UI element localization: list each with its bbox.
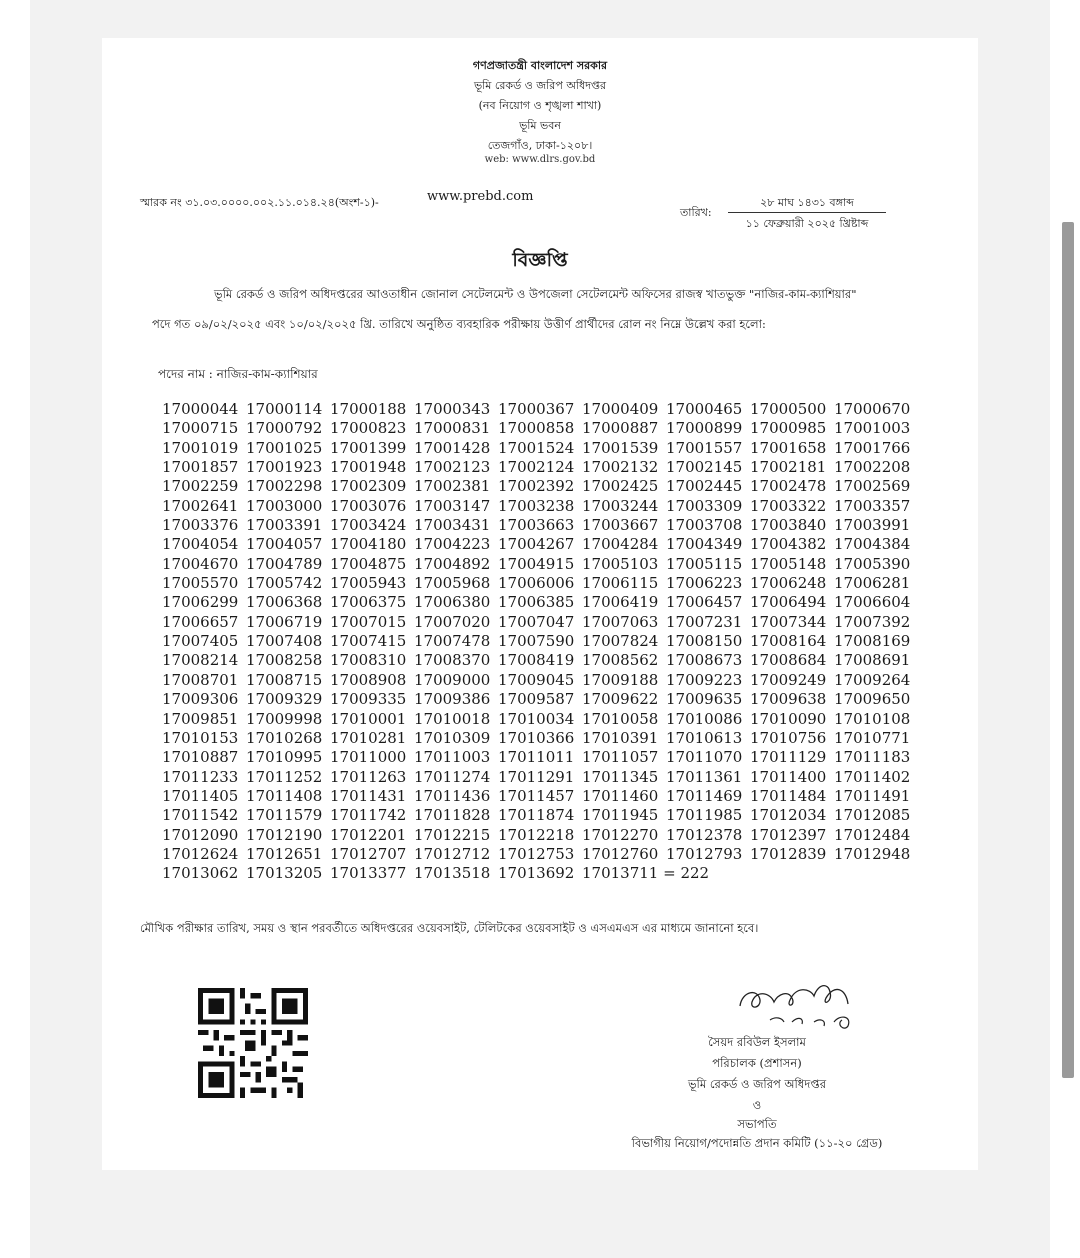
roll-number: 17011361 (666, 767, 743, 786)
roll-number: 17012793 (666, 844, 743, 863)
roll-number: 17010366 (498, 728, 575, 747)
roll-number: 17004054 (162, 535, 239, 554)
roll-number: 17011252 (246, 767, 323, 786)
roll-number: 17008715 (246, 670, 323, 689)
roll-number: 17000343 (414, 400, 491, 418)
roll-number: 17006457 (666, 593, 743, 612)
roll-number: 17008701 (162, 670, 239, 689)
roll-number: 17002132 (582, 458, 659, 477)
roll-number: 17005390 (834, 554, 911, 573)
roll-number: 17004915 (498, 554, 575, 573)
roll-number: 17004349 (666, 535, 743, 554)
roll-number: 17006006 (498, 574, 575, 593)
roll-number: 17006375 (330, 593, 407, 612)
roll-number: 17002392 (498, 477, 575, 496)
roll-number: 17006657 (162, 612, 239, 631)
roll-number: 17005148 (750, 554, 827, 573)
roll-number: 17000858 (498, 419, 575, 438)
roll-number: 17002425 (582, 477, 659, 496)
roll-number: 17011431 (330, 786, 407, 805)
roll-number: 17001923 (246, 458, 323, 477)
date-bangla: ২৮ মাঘ ১৪৩১ বঙ্গাব্দ (760, 196, 854, 209)
roll-number: 17009329 (246, 690, 323, 709)
roll-number: 17010613 (666, 728, 743, 747)
roll-number: 17008370 (414, 651, 491, 670)
roll-number: 17011828 (414, 806, 491, 825)
roll-number: 17010391 (582, 728, 659, 747)
roll-number: 17008419 (498, 651, 575, 670)
roll-number: 17004875 (330, 554, 407, 573)
roll-number: 17010001 (330, 709, 407, 728)
roll-number: 17010108 (834, 709, 911, 728)
header-website: web: www.dlrs.gov.bd (484, 154, 596, 165)
roll-number: 17011484 (750, 786, 827, 805)
roll-number: 17001766 (834, 438, 911, 457)
roll-number: 17006248 (750, 574, 827, 593)
roll-number: 17012948 (834, 844, 911, 863)
roll-number: 17000044 (162, 400, 239, 418)
roll-number: 17012215 (414, 825, 491, 844)
roll-number: 17008908 (330, 670, 407, 689)
roll-number: 17012839 (750, 844, 827, 863)
roll-number: 17007063 (582, 612, 659, 631)
roll-number: 17005943 (330, 574, 407, 593)
post-name: পদের নাম : নাজির-কাম-ক্যাশিয়ার (158, 367, 318, 381)
roll-number: 17009223 (666, 670, 743, 689)
roll-number: 17007020 (414, 612, 491, 631)
roll-number: 17010034 (498, 709, 575, 728)
roll-number: 17009335 (330, 690, 407, 709)
notice-paragraph-line1: ভূমি রেকর্ড ও জরিপ অধিদপ্তরের আওতাধীন জোনাল সেটেলমেন্ট ও উপজেলা সেটেলমেন্ট অফিসের রাজস্ব খাতভুক্ত "নাজির-কাম-ক্যাশিয়ার" (214, 287, 857, 301)
roll-number: 17009188 (582, 670, 659, 689)
roll-number: 17013518 (414, 864, 491, 883)
roll-number: 17004670 (162, 554, 239, 573)
roll-number: 17013711 = 222 (582, 864, 710, 883)
roll-number: 17000715 (162, 419, 239, 438)
roll-number: 17000465 (666, 400, 743, 418)
roll-number: 17008310 (330, 651, 407, 670)
viva-notice-footnote: মৌখিক পরীক্ষার তারিখ, সময় ও স্থান পরবর্তীতে অধিদপ্তরের ওয়েবসাইট, টেলিটকের ওয়েবসাইট ও এসএমএস এর মাধ্যমে জানানো হবে। (140, 921, 759, 935)
roll-number: 17011460 (582, 786, 659, 805)
date-divider (728, 212, 886, 213)
roll-number: 17004223 (414, 535, 491, 554)
roll-number: 17005570 (162, 574, 239, 593)
roll-number: 17012484 (834, 825, 911, 844)
roll-number: 17011408 (246, 786, 323, 805)
roll-number: 17001857 (162, 458, 239, 477)
roll-number: 17000670 (834, 400, 911, 418)
roll-number: 17006115 (582, 574, 659, 593)
roll-number: 17001399 (330, 438, 407, 457)
roll-number: 17009386 (414, 690, 491, 709)
roll-number: 17003309 (666, 496, 743, 515)
roll-number: 17010887 (162, 748, 239, 767)
roll-number: 17011469 (666, 786, 743, 805)
roll-number: 17010086 (666, 709, 743, 728)
roll-number: 17006223 (666, 574, 743, 593)
roll-number: 17006368 (246, 593, 323, 612)
roll-number: 17007392 (834, 612, 911, 631)
roll-number: 17009638 (750, 690, 827, 709)
roll-number: 17008164 (750, 632, 827, 651)
roll-number: 17001003 (834, 419, 911, 438)
roll-number: 17013692 (498, 864, 575, 883)
roll-number: 17003376 (162, 516, 239, 535)
roll-number: 17013377 (330, 864, 407, 883)
roll-number: 17000823 (330, 419, 407, 438)
roll-number: 17002124 (498, 458, 575, 477)
roll-number: 17008150 (666, 632, 743, 651)
roll-number: 17007405 (162, 632, 239, 651)
roll-number: 17008169 (834, 632, 911, 651)
watermark-site-text: www.prebd.com (427, 189, 534, 204)
qr-code-icon (198, 988, 308, 1098)
roll-number: 17013062 (162, 864, 239, 883)
roll-number: 17004284 (582, 535, 659, 554)
roll-number: 17005742 (246, 574, 323, 593)
roll-number: 17011405 (162, 786, 239, 805)
roll-number: 17011436 (414, 786, 491, 805)
roll-number: 17012090 (162, 825, 239, 844)
roll-number: 17012270 (582, 825, 659, 844)
roll-number: 17000899 (666, 419, 743, 438)
roll-number: 17012034 (750, 806, 827, 825)
roll-number: 17007231 (666, 612, 743, 631)
roll-number: 17002641 (162, 496, 239, 515)
header-building: ভূমি ভবন (519, 119, 561, 132)
roll-number: 17005968 (414, 574, 491, 593)
roll-number: 17003076 (330, 496, 407, 515)
roll-number: 17001524 (498, 438, 575, 457)
roll-number: 17008684 (750, 651, 827, 670)
roll-number: 17011345 (582, 767, 659, 786)
roll-number: 17008562 (582, 651, 659, 670)
roll-number: 17013205 (246, 864, 323, 883)
roll-number: 17011457 (498, 786, 575, 805)
roll-number: 17008258 (246, 651, 323, 670)
roll-number: 17009306 (162, 690, 239, 709)
roll-number: 17002478 (750, 477, 827, 496)
roll-number: 17004382 (750, 535, 827, 554)
roll-number: 17006385 (498, 593, 575, 612)
roll-number-grid (162, 400, 918, 884)
roll-number: 17012190 (246, 825, 323, 844)
roll-number: 17000409 (582, 400, 659, 418)
roll-number: 17000188 (330, 400, 407, 418)
roll-number: 17001025 (246, 438, 323, 457)
roll-number: 17001539 (582, 438, 659, 457)
roll-number: 17012201 (330, 825, 407, 844)
roll-number: 17003667 (582, 516, 659, 535)
roll-number: 17004789 (246, 554, 323, 573)
roll-number: 17012712 (414, 844, 491, 863)
roll-number: 17007408 (246, 632, 323, 651)
roll-number: 17006494 (750, 593, 827, 612)
roll-number: 17010058 (582, 709, 659, 728)
roll-number: 17011003 (414, 748, 491, 767)
roll-number: 17003391 (246, 516, 323, 535)
roll-number: 17000500 (750, 400, 827, 418)
roll-number: 17001019 (162, 438, 239, 457)
roll-number: 17012651 (246, 844, 323, 863)
roll-number: 17003424 (330, 516, 407, 535)
roll-number: 17003431 (414, 516, 491, 535)
roll-number: 17008691 (834, 651, 911, 670)
roll-number: 17012760 (582, 844, 659, 863)
roll-number: 17002123 (414, 458, 491, 477)
roll-number: 17010153 (162, 728, 239, 747)
roll-number: 17007415 (330, 632, 407, 651)
roll-number: 17008214 (162, 651, 239, 670)
notice-title: বিজ্ঞপ্তি (512, 249, 568, 271)
roll-number: 17011057 (582, 748, 659, 767)
roll-number: 17003708 (666, 516, 743, 535)
roll-number: 17012378 (666, 825, 743, 844)
roll-number: 17004180 (330, 535, 407, 554)
roll-number: 17012624 (162, 844, 239, 863)
roll-number: 17009851 (162, 709, 239, 728)
roll-number: 17009998 (246, 709, 323, 728)
signatory-role: সভাপতি (737, 1117, 777, 1131)
notice-page (102, 38, 978, 1170)
roll-number: 17003244 (582, 496, 659, 515)
roll-number: 17004384 (834, 535, 911, 554)
roll-number: 17006604 (834, 593, 911, 612)
roll-number: 17011011 (498, 748, 575, 767)
roll-number: 17003357 (834, 496, 911, 515)
header-government: গণপ্রজাতন্ত্রী বাংলাদেশ সরকার (472, 59, 608, 72)
roll-number: 17011874 (498, 806, 575, 825)
roll-number: 17005115 (666, 554, 743, 573)
notice-paragraph-line2: পদে গত ০৯/০২/২০২৫ এবং ১০/০২/২০২৫ খ্রি. তারিখে অনুষ্ঠিত ব্যবহারিক পরীক্ষায় উত্তীর্ণ প্রার্থীদের রোল নং নিম্নে উল্লেখ করা হলো: (152, 317, 766, 331)
roll-number: 17011491 (834, 786, 911, 805)
roll-number: 17007478 (414, 632, 491, 651)
roll-number: 17002298 (246, 477, 323, 496)
roll-number: 17011945 (582, 806, 659, 825)
roll-number: 17003322 (750, 496, 827, 515)
roll-number: 17011985 (666, 806, 743, 825)
roll-number: 17012753 (498, 844, 575, 863)
roll-number: 17007015 (330, 612, 407, 631)
roll-number: 17002445 (666, 477, 743, 496)
roll-number: 17000985 (750, 419, 827, 438)
roll-number: 17001658 (750, 438, 827, 457)
roll-number: 17006419 (582, 593, 659, 612)
roll-number: 17009587 (498, 690, 575, 709)
roll-number: 17012218 (498, 825, 575, 844)
roll-number: 17010995 (246, 748, 323, 767)
roll-number: 17007590 (498, 632, 575, 651)
roll-number: 17004892 (414, 554, 491, 573)
roll-number: 17006281 (834, 574, 911, 593)
roll-number: 17011000 (330, 748, 407, 767)
roll-number: 17011233 (162, 767, 239, 786)
roll-number: 17009264 (834, 670, 911, 689)
roll-number: 17001428 (414, 438, 491, 457)
roll-number: 17010281 (330, 728, 407, 747)
roll-number: 17011070 (666, 748, 743, 767)
roll-number: 17002145 (666, 458, 743, 477)
roll-number: 17006299 (162, 593, 239, 612)
roll-number: 17009622 (582, 690, 659, 709)
roll-number: 17010309 (414, 728, 491, 747)
date-english: ১১ ফেব্রুয়ারী ২০২৫ খ্রিষ্টাব্দ (745, 217, 869, 230)
signatory-name: সৈয়দ রবিউল ইসলাম (708, 1035, 806, 1049)
roll-number: 17000792 (246, 419, 323, 438)
roll-number: 17004057 (246, 535, 323, 554)
roll-number: 17012397 (750, 825, 827, 844)
roll-number: 17011263 (330, 767, 407, 786)
signature-icon (730, 976, 890, 1036)
roll-number: 17010018 (414, 709, 491, 728)
roll-number: 17005103 (582, 554, 659, 573)
roll-number: 17002208 (834, 458, 911, 477)
roll-number: 17011129 (750, 748, 827, 767)
header-department: ভূমি রেকর্ড ও জরিপ অধিদপ্তর (473, 79, 607, 92)
roll-number: 17010771 (834, 728, 911, 747)
signatory-designation: পরিচালক (প্রশাসন) (712, 1056, 802, 1070)
roll-number: 17011542 (162, 806, 239, 825)
roll-number: 17004267 (498, 535, 575, 554)
roll-number: 17007824 (582, 632, 659, 651)
roll-number: 17011400 (750, 767, 827, 786)
roll-number: 17007344 (750, 612, 827, 631)
roll-number: 17003991 (834, 516, 911, 535)
roll-number: 17011402 (834, 767, 911, 786)
roll-number: 17002309 (330, 477, 407, 496)
roll-number: 17011291 (498, 767, 575, 786)
roll-number: 17009045 (498, 670, 575, 689)
roll-number: 17000367 (498, 400, 575, 418)
roll-number: 17011274 (414, 767, 491, 786)
roll-number: 17011183 (834, 748, 911, 767)
roll-number: 17010268 (246, 728, 323, 747)
roll-number: 17010756 (750, 728, 827, 747)
roll-number: 17006719 (246, 612, 323, 631)
roll-number: 17009000 (414, 670, 491, 689)
roll-number: 17009650 (834, 690, 911, 709)
roll-number: 17002381 (414, 477, 491, 496)
roll-number: 17001557 (666, 438, 743, 457)
roll-number: 17002569 (834, 477, 911, 496)
roll-number: 17000831 (414, 419, 491, 438)
roll-number: 17009249 (750, 670, 827, 689)
roll-number: 17011742 (330, 806, 407, 825)
roll-number: 17007047 (498, 612, 575, 631)
vertical-scrollbar[interactable] (1062, 222, 1074, 1078)
roll-number: 17002259 (162, 477, 239, 496)
date-label: তারিখ: (680, 206, 712, 219)
roll-number: 17003238 (498, 496, 575, 515)
roll-number: 17000887 (582, 419, 659, 438)
roll-number: 17006380 (414, 593, 491, 612)
roll-number: 17003840 (750, 516, 827, 535)
roll-number: 17012085 (834, 806, 911, 825)
roll-number: 17012707 (330, 844, 407, 863)
roll-number: 17002181 (750, 458, 827, 477)
roll-number: 17010090 (750, 709, 827, 728)
signatory-office: ভূমি রেকর্ড ও জরিপ অধিদপ্তর (687, 1077, 827, 1091)
roll-number: 17009635 (666, 690, 743, 709)
roll-number: 17001948 (330, 458, 407, 477)
roll-number: 17000114 (246, 400, 323, 418)
header-branch: (নব নিয়োগ ও শৃঙ্খলা শাখা) (478, 99, 602, 112)
roll-number: 17003663 (498, 516, 575, 535)
signatory-conjunction: ও (752, 1098, 762, 1112)
memo-number: স্মারক নং ৩১.০৩.০০০০.০০২.১১.০১৪.২৪(অংশ-১)- (140, 196, 379, 209)
roll-number: 17003147 (414, 496, 491, 515)
roll-number: 17008673 (666, 651, 743, 670)
roll-number: 17011579 (246, 806, 323, 825)
header-address: তেজগাঁও, ঢাকা-১২০৮। (487, 139, 593, 152)
signatory-committee: বিভাগীয় নিয়োগ/পদোন্নতি প্রদান কমিটি (১১-২০ গ্রেড) (631, 1136, 883, 1150)
roll-number: 17003000 (246, 496, 323, 515)
